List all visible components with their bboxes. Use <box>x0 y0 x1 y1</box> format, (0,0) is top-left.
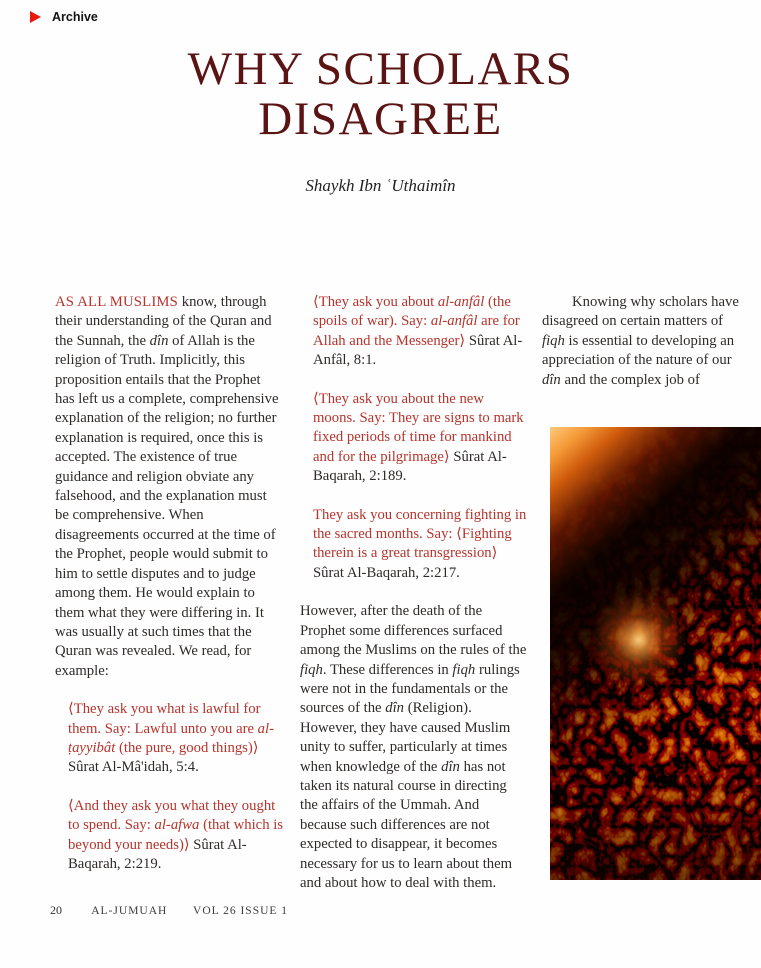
page-footer <box>50 903 288 918</box>
text-run: fiqh <box>300 661 323 678</box>
text-run: al-anfâl <box>430 313 478 330</box>
magazine-title: AL-JUMUAH <box>91 905 168 917</box>
text-run: has not taken its natural course in directing the affairs of the Ummah. And because such differences are not expected to disappear, it becomes necessary for us to learn about them and about how to deal with them. <box>300 758 513 891</box>
quran-quote-paragraph <box>313 293 528 371</box>
text-run: fiqh <box>542 332 565 349</box>
archive-arrow-icon <box>30 11 41 23</box>
article-column-1 <box>55 293 283 893</box>
article-column-3 <box>542 293 746 409</box>
text-run: Sûrat Al-Baqarah, 2:189. <box>313 448 507 485</box>
body-paragraph <box>300 602 528 893</box>
text-run: Sûrat Al-Anfâl, 8:1. <box>313 332 523 369</box>
issue-info: VOL 26 ISSUE 1 <box>193 905 289 917</box>
title-line2: DISAGREE <box>258 93 503 145</box>
text-run: al-anfâl <box>437 294 485 310</box>
text-run: ⟨They ask you what is lawful for them. Say: Lawful unto you are <box>68 701 261 737</box>
text-run: is essential to developing an appreciation of the nature of our <box>542 332 735 369</box>
text-run: ⟨They ask you about the new moons. Say: They are signs to mark fixed periods of time for mankind and for the pilgrimage⟩ <box>313 390 524 465</box>
text-run: (the pure, good things)⟩ <box>115 739 259 756</box>
text-run: al-afwa <box>154 817 200 834</box>
article-byline: Shaykh Ibn ʿUthaimîn <box>305 176 456 195</box>
text-run: ⟨They ask you about <box>313 294 438 310</box>
page-number: 20 <box>50 903 62 917</box>
text-run: (Religion). However, they have caused Muslim unity to suffer, particularly at times when knowledge of the <box>300 700 511 775</box>
text-run: know, through their understanding of the Quran and the Sunnah, the <box>55 294 272 349</box>
text-run: AS ALL MUSLIMS <box>55 294 179 310</box>
text-run: Sûrat Al-Baqarah, 2:217. <box>313 564 460 581</box>
text-run: (that which is beyond your needs)⟩ <box>68 817 284 853</box>
archive-tag[interactable] <box>30 10 98 24</box>
text-run: fiqh <box>452 661 476 678</box>
quran-quote-paragraph <box>68 700 283 778</box>
text-run: Sûrat Al- Baqarah, 2:219. <box>68 836 247 872</box>
text-run: They ask you concerning fighting in the sacred months. Say: ⟨Fighting therein is a great transgression⟩ <box>313 506 527 562</box>
text-run: . These differences in <box>322 661 453 678</box>
article-column-2 <box>300 293 528 912</box>
quran-quote-paragraph <box>313 506 528 584</box>
quran-quote-paragraph <box>68 797 283 875</box>
text-run: dîn <box>542 371 561 388</box>
text-run: dîn <box>385 700 405 717</box>
text-run: dîn <box>149 332 169 349</box>
text-run: Sûrat Al-Mâ'idah, 5:4. <box>68 759 199 776</box>
text-run: (the spoils of war). Say: <box>313 294 511 330</box>
text-run: ⟨And they ask you what they ought to spend. Say: <box>68 797 276 834</box>
text-run: and the complex job of <box>560 371 700 388</box>
text-run: of Allah is the religion of Truth. Implicitly, this proposition entails that the Prophet has left us a complete, comprehensive explanation of the religion; no further explanation is required, once this is accepted. The existence of true guidance and religion obviate any falsehood, and the explanation must be comprehensive. When disagreements occurred at the time of the Prophet, people would submit to him to settle disputes and to judge among them. He would explain to them what they were differing in. It was usually at such times that the Quran was revealed. We read, for example: <box>55 332 279 679</box>
archive-label: Archive <box>52 10 98 24</box>
text-run: al-ṭayyibât <box>68 720 274 756</box>
body-paragraph <box>55 293 283 681</box>
title-line1: WHY SCHOLARS <box>187 43 574 95</box>
text-run: However, after the death of the Prophet some differences surfaced among the Muslims on the rules of the <box>300 603 527 659</box>
carpet-photo-lighting <box>550 427 761 880</box>
article-title <box>0 44 761 144</box>
text-run: are for Allah and the Messenger⟩ <box>313 313 520 349</box>
text-run: rulings were not in the fundamentals or the sources of the <box>300 661 520 717</box>
quran-quote-paragraph <box>313 390 528 487</box>
text-run: dîn <box>441 758 460 775</box>
text-run: Knowing why scholars have disagreed on certain matters of <box>542 294 739 330</box>
ornate-carpet-photo <box>550 427 761 880</box>
body-paragraph <box>542 293 746 390</box>
